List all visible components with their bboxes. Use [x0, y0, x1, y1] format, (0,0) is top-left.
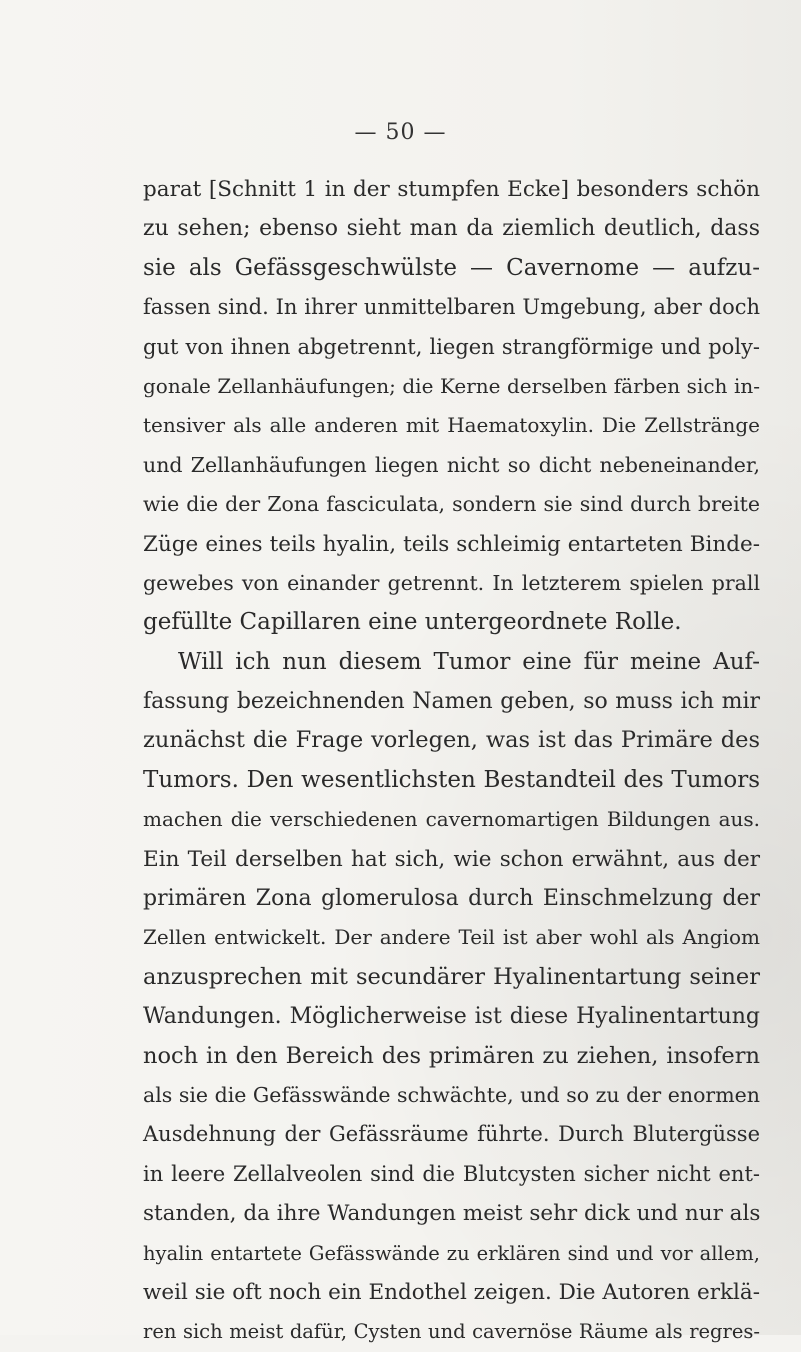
text-line: gewebes von einander getrennt. In letzterem spielen prall: [143, 570, 760, 595]
text-line: Ein Teil derselben hat sich, wie schon erwähnt, aus der: [143, 846, 760, 872]
text-line: primären Zona glomerulosa durch Einschmelzung der: [143, 886, 760, 912]
text-line: gut von ihnen abgetrennt, liegen strangförmige und poly-: [143, 334, 760, 359]
text-line: ren sich meist dafür, Cysten und cavernöse Räume als regres-: [143, 1320, 760, 1344]
text-line: Ausdehnung der Gefässräume führte. Durch Blutergüsse: [143, 1122, 760, 1147]
text-line: sie als Gefässgeschwülste — Cavernome — aufzu-: [143, 254, 760, 281]
text-line: Züge eines teils hyalin, teils schleimig entarteten Binde-: [143, 531, 760, 557]
text-line: weil sie oft noch ein Endothel zeigen. Die Autoren erklä-: [143, 1279, 760, 1305]
text-line: Will ich nun diesem Tumor eine für meine Auf-: [178, 648, 760, 675]
text-line: zunächst die Frage vorlegen, was ist das Primäre des: [143, 727, 760, 754]
page-number: — 50 —: [354, 120, 447, 145]
text-line: gonale Zellanhäufungen; die Kerne derselben färben sich in-: [143, 373, 760, 398]
text-line: fassen sind. In ihrer unmittelbaren Umgebung, aber doch: [143, 295, 760, 320]
text-line: gefüllte Capillaren eine untergeordnete Rolle.: [143, 609, 682, 636]
text-line: und Zellanhäufungen liegen nicht so dicht nebeneinander,: [143, 452, 760, 477]
body-text: [143, 170, 760, 1352]
text-line: als sie die Gefässwände schwächte, und so zu der enormen: [143, 1082, 760, 1107]
text-line: fassung bezeichnenden Namen geben, so muss ich mir: [143, 689, 760, 715]
text-line: Zellen entwickelt. Der andere Teil ist aber wohl als Angiom: [143, 925, 760, 950]
text-line: in leere Zellalveolen sind die Blutcysten sicher nicht ent-: [143, 1161, 760, 1186]
text-line: Tumors. Den wesentlichsten Bestandteil des Tumors: [143, 766, 760, 793]
text-line: hyalin entartete Gefässwände zu erklären sind und vor allem,: [143, 1241, 760, 1265]
text-line: tensiver als alle anderen mit Haematoxylin. Die Zellstränge: [143, 413, 760, 438]
text-line: parat [Schnitt 1 in der stumpfen Ecke] besonders schön: [143, 177, 760, 202]
text-line: zu sehen; ebenso sieht man da ziemlich deutlich, dass: [143, 216, 760, 242]
text-line: machen die verschiedenen cavernomartigen Bildungen aus.: [143, 807, 760, 832]
text-line: noch in den Bereich des primären zu ziehen, insofern: [143, 1042, 760, 1069]
text-line: Wandungen. Möglicherweise ist diese Hyalinentartung: [143, 1004, 760, 1030]
text-line: wie die der Zona fasciculata, sondern sie sind durch breite: [143, 492, 760, 517]
text-line: anzusprechen mit secundärer Hyalinentartung seiner: [143, 963, 760, 990]
text-line: standen, da ihre Wandungen meist sehr dick und nur als: [143, 1201, 761, 1227]
